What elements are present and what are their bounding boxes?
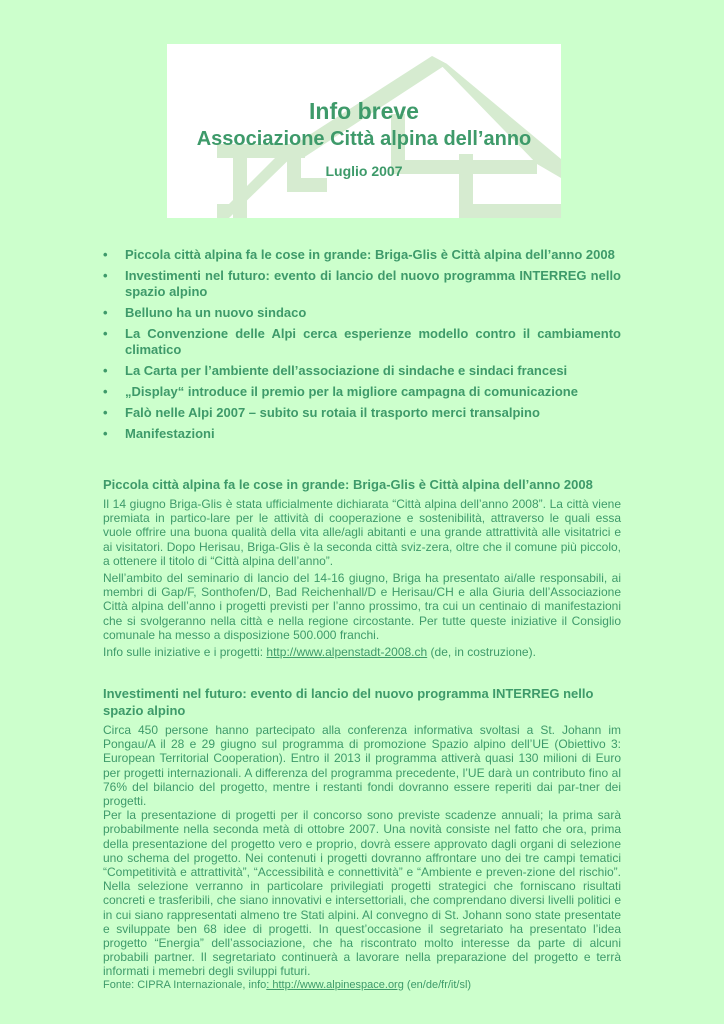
- bullet-icon: •: [103, 247, 108, 262]
- article-paragraph: Info sulle iniziative e i progetti: http://www.alpenstadt-2008.ch (de, in costruzione).: [103, 645, 536, 660]
- header-box: [167, 44, 561, 218]
- alpenstadt-link[interactable]: http://www.alpenstadt-2008.ch: [266, 645, 428, 660]
- bullet-icon: •: [103, 326, 108, 341]
- bullet-icon: •: [103, 384, 108, 399]
- toc-item: • La Convenzione delle Alpi cerca esperienze modello contro il cambiamento climatico: [103, 326, 621, 357]
- article-paragraph: Il 14 giugno Briga-Glis è stata ufficialmente dichiarata “Città alpina dell’anno 2008”. La città viene premiata in partico-lare per le attività di cooperazione e sostenibilità, attraverso le quali essa vuole offrire una buona qualità della vita alle/agli abitanti e una grande attrattività alle visitatrici e ai visitatori. Dopo Herisau, Briga-Glis è la seconda città sviz-zera, oltre che il comune più piccolo, a ottenere il titolo di “Città alpina dell’anno”.: [103, 497, 621, 568]
- bullet-icon: •: [103, 426, 108, 441]
- article-title: Investimenti nel futuro: evento di lancio del nuovo programma INTERREG nello spazio alpino: [103, 686, 594, 718]
- article-interreg: [103, 685, 621, 992]
- article-source: Fonte: CIPRA Internazionale, info: http://www.alpinespace.org (en/de/fr/it/sl): [103, 978, 472, 991]
- article-paragraph: Per la presentazione di progetti per il concorso sono previste scadenze annuali; la prima sarà probabilmente nella seconda metà di ottobre 2007. Una novità consiste nel fatto che ora, prima della presentazione del progetto vero e proprio, dovrà essere approvato dagli organi di selezione uno schema del progetto. Nei contenuti i progetti dovranno affrontare uno dei tre campi tematici “Competitività e attrattività”, “Accessibilità e connettività” e “Ambiente e preven-zione del rischio”. Nella selezione verranno in particolare privilegiati progetti strategici che forniscano risultati concreti e trasferibili, che siano innovativi e intersettoriali, che comprendano diversi livelli politici e in cui siano rappresentati almeno tre Stati alpini. Al convegno di St. Johann sono state presentate e sviluppate ben 68 idee di progetti. In quest’occasione il segretariato ha presentato l’idea progetto “Energia” dell’associazione, che ha riscontrato molto interesse da parte di alcuni probabili partner. Il segretariato continuerà a lavorare nella preparazione del progetto e terrà informati i memebri degli sviluppi futuri.: [103, 808, 621, 979]
- toc-item: • Falò nelle Alpi 2007 – subito su rotaia il trasporto merci transalpino: [103, 405, 540, 420]
- header-text: [167, 96, 561, 180]
- toc-item: • Investimenti nel futuro: evento di lancio del nuovo programma INTERREG nello spazio alpino: [103, 268, 621, 299]
- toc-item: • Manifestazioni: [103, 426, 215, 441]
- article-brig-glis: [103, 476, 621, 659]
- toc-item: • „Display“ introduce il premio per la migliore campagna di comunicazione: [103, 384, 578, 399]
- table-of-contents: [103, 247, 621, 447]
- article-title: Piccola città alpina fa le cose in grande: Briga-Glis è Città alpina dell’anno 2008: [103, 477, 593, 492]
- bullet-icon: •: [103, 268, 108, 283]
- bullet-icon: •: [103, 405, 108, 420]
- toc-item: • Belluno ha un nuovo sindaco: [103, 305, 307, 320]
- toc-item: • La Carta per l’ambiente dell’associazione di sindache e sindaci francesi: [103, 363, 568, 378]
- page-title: Info breve: [309, 98, 419, 124]
- bullet-icon: •: [103, 305, 108, 320]
- article-paragraph: Nell’ambito del seminario di lancio del 14-16 giugno, Briga ha presentato ai/alle responsabili, ai membri di Gap/F, Sonthofen/D, Bad Reichenhall/D e Herisau/CH e alla Giuria dell’Associazione Città alpina dell’anno i progetti previsti per l’anno prossimo, tra cui un centinaio di manifestazioni che si svolgeranno nella città e nella regione circostante. Per tutte queste iniziative il Consiglio comunale ha messo a disposizione 500.000 franchi.: [103, 571, 621, 642]
- article-paragraph: Circa 450 persone hanno partecipato alla conferenza informativa svoltasi a St. Johann im Pongau/A il 28 e 29 giugno sul programma di promozione Spazio alpino dell’UE (Obiettivo 3: European Territorial Cooperation). Entro il 2013 il programma attiverà quasi 130 milioni di Euro per progetti internazionali. A differenza del programma precedente, l’UE darà un contributo fino al 76% del bilancio del progetto, mentre i restanti fondi dovranno essere reperiti dai par-tner dei progetti.: [103, 723, 621, 809]
- toc-item: • Piccola città alpina fa le cose in grande: Briga-Glis è Città alpina dell’anno 2008: [103, 247, 615, 262]
- issue-date: Luglio 2007: [325, 163, 403, 179]
- association-name: Associazione Città alpina dell’anno: [196, 128, 532, 150]
- alpinespace-link[interactable]: : http://www.alpinespace.org: [266, 978, 404, 991]
- bullet-icon: •: [103, 363, 108, 378]
